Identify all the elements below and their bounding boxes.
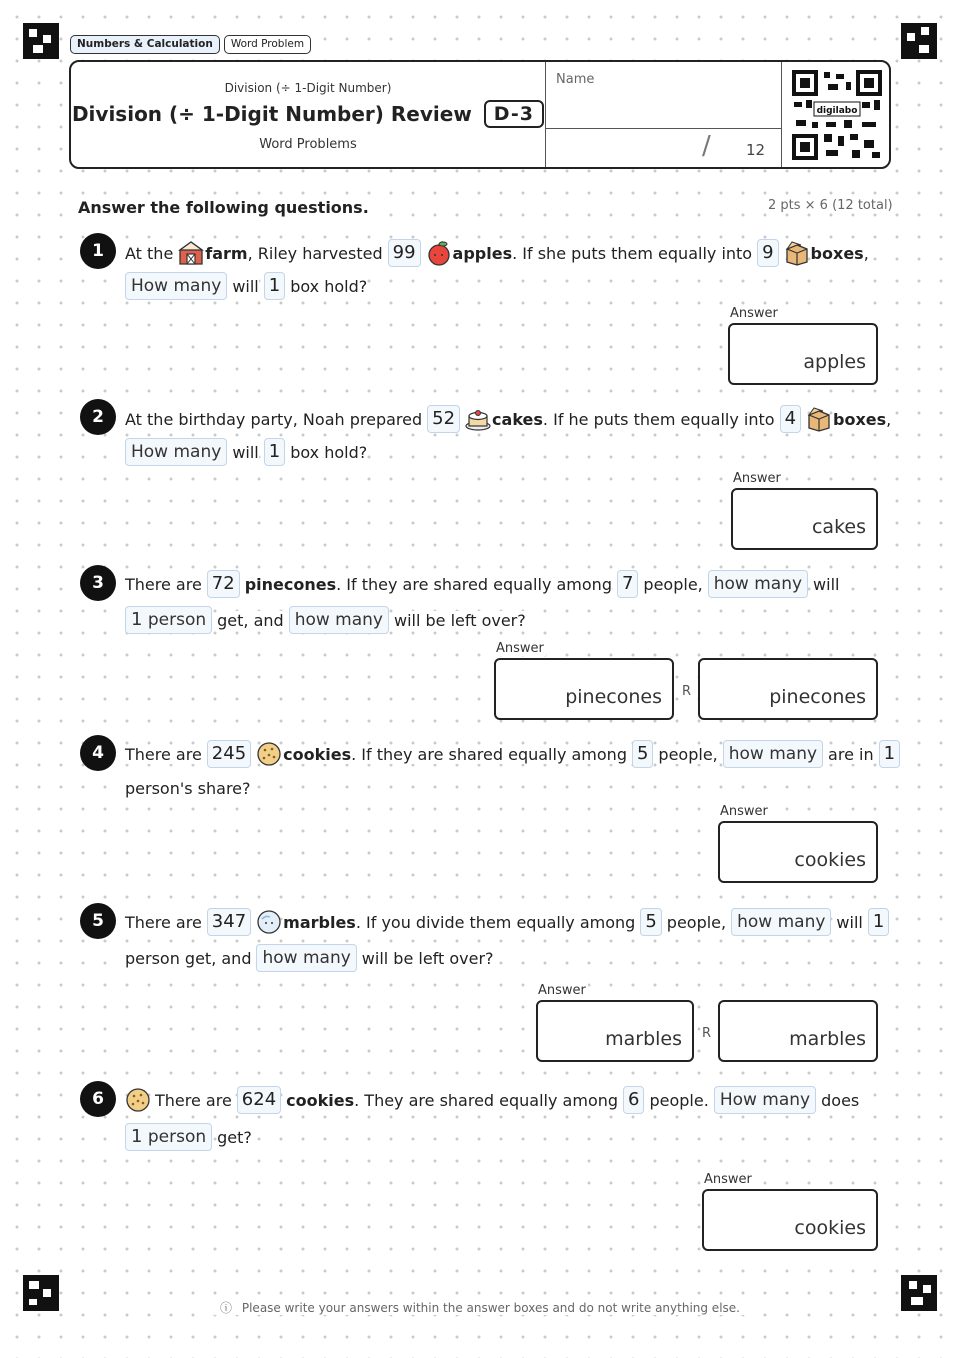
question-text: There are	[125, 912, 202, 932]
apple-icon	[426, 240, 452, 266]
tag-numbers-calculation: Numbers & Calculation	[70, 35, 220, 54]
place-farm: farm	[205, 243, 248, 263]
question-6-line-2	[125, 1121, 257, 1153]
question-text: box hold?	[290, 442, 368, 462]
question-text: people.	[649, 1090, 709, 1110]
question-text: , Riley harvested	[247, 243, 383, 263]
how-many-box: how many	[708, 570, 808, 598]
question-number: 5	[80, 903, 116, 939]
one-person-box	[125, 1123, 212, 1151]
tag-word-problem: Word Problem	[224, 35, 311, 54]
question-text: There are	[125, 744, 202, 764]
question-6-line-1	[125, 1084, 864, 1116]
question-number: 1	[80, 233, 116, 269]
question-text: will be left over?	[393, 610, 526, 630]
qr-label: digilabo	[816, 106, 858, 116]
question-text: ,	[886, 409, 892, 429]
title-block	[71, 62, 545, 167]
answer-unit: pinecones	[769, 686, 866, 708]
page-title: Division (÷ 1-Digit Number) Review	[71, 102, 472, 126]
marble-icon	[256, 909, 282, 935]
cookie-icon	[256, 741, 282, 767]
qr-code	[781, 62, 890, 167]
answer-box-5-quotient[interactable]	[536, 1000, 694, 1062]
how-many-box: how many	[731, 908, 831, 936]
question-text: . If she puts them equally into	[512, 243, 753, 263]
answer-label: Answer	[730, 306, 778, 321]
number-box: 6	[623, 1086, 644, 1114]
question-text: ,	[863, 243, 869, 263]
answer-unit: cookies	[794, 1217, 866, 1239]
name-field[interactable]	[545, 62, 782, 129]
number-box: 5	[632, 740, 653, 768]
answer-label: Answer	[720, 804, 768, 819]
worksheet-code: D-3	[484, 100, 544, 128]
question-2-line-2	[125, 436, 372, 468]
question-number: 2	[80, 399, 116, 435]
question-text: people,	[666, 912, 727, 932]
question-number: 6	[80, 1081, 116, 1117]
question-text: . If he puts them equally into	[542, 409, 775, 429]
answer-label: Answer	[733, 471, 781, 486]
number-box: 72	[207, 570, 240, 598]
answer-unit: pinecones	[565, 686, 662, 708]
worksheet-header	[69, 60, 891, 169]
score-slash: /	[702, 131, 711, 161]
answer-unit: marbles	[605, 1028, 682, 1050]
question-text: . If they are shared equally among	[336, 574, 612, 594]
question-text: At the	[125, 243, 174, 263]
instruction: Answer the following questions.	[78, 198, 369, 217]
number-box: 1	[868, 908, 889, 936]
how-many-box: how many	[723, 740, 823, 768]
item-marbles: marbles	[283, 912, 356, 932]
question-1-line-1	[125, 237, 874, 269]
number: 1	[131, 1126, 143, 1147]
how-many-box: how many	[256, 944, 356, 972]
number-box: 1	[264, 272, 285, 300]
answer-label: Answer	[496, 641, 544, 656]
question-5-line-2	[125, 942, 499, 974]
question-text: . They are shared equally among	[354, 1090, 619, 1110]
answer-box-4[interactable]	[718, 821, 878, 883]
answer-box-3-quotient[interactable]	[494, 658, 674, 720]
cake-icon	[465, 406, 491, 432]
answer-label: Answer	[704, 1172, 752, 1187]
question-text: will	[813, 574, 840, 594]
barn-icon	[178, 240, 204, 266]
answer-label: Answer	[538, 983, 586, 998]
answer-box-3-remainder[interactable]	[698, 658, 878, 720]
how-many-box: How many	[125, 272, 227, 300]
registration-marker-top-right	[901, 23, 937, 59]
item-cookies: cookies	[286, 1090, 355, 1110]
item-pinecones: pinecones	[244, 574, 337, 594]
question-text: person's share?	[125, 778, 251, 798]
question-text: box hold?	[290, 276, 368, 296]
question-1-line-2	[125, 270, 372, 302]
question-3-line-1	[125, 568, 844, 600]
question-text: At the birthday party, Noah prepared	[125, 409, 423, 429]
registration-marker-top-left	[23, 23, 59, 59]
answer-unit: cookies	[794, 849, 866, 871]
question-text: will be left over?	[361, 948, 494, 968]
number-box: 52	[427, 405, 460, 433]
question-text: . If you divide them equally among	[355, 912, 636, 932]
number-box: 5	[640, 908, 661, 936]
number: 1	[131, 609, 143, 630]
cookie-icon	[125, 1087, 151, 1113]
remainder-label: R	[682, 684, 692, 699]
person-word: person	[147, 1127, 207, 1147]
item-cakes: cakes	[492, 409, 543, 429]
info-icon: ⓘ	[217, 1301, 235, 1315]
number-box: 245	[207, 740, 251, 768]
points-info: 2 pts × 6 (12 total)	[768, 198, 893, 213]
question-text: get, and	[217, 610, 284, 630]
question-text: person get, and	[125, 948, 252, 968]
how-many-box: how many	[289, 606, 389, 634]
number-box: 7	[617, 570, 638, 598]
title-row	[71, 100, 545, 128]
answer-box-1[interactable]	[728, 323, 878, 385]
answer-unit: cakes	[811, 516, 866, 538]
question-number: 4	[80, 735, 116, 771]
header-subtitle: Division (÷ 1-Digit Number)	[224, 81, 392, 95]
qr-code-icon	[792, 70, 882, 160]
how-many-box: How many	[125, 438, 227, 466]
number-box: 9	[757, 239, 778, 267]
header-subtitle-2: Word Problems	[259, 137, 357, 152]
question-text: does	[821, 1090, 860, 1110]
answer-unit: apples	[803, 351, 866, 373]
question-text: will	[836, 912, 863, 932]
box-icon	[784, 240, 810, 266]
question-3-line-2	[125, 604, 531, 636]
question-number: 3	[80, 565, 116, 601]
question-text: will	[232, 442, 259, 462]
answer-unit: marbles	[789, 1028, 866, 1050]
answer-box-6[interactable]	[702, 1189, 878, 1251]
how-many-box: How many	[714, 1086, 816, 1114]
question-5-line-1	[125, 906, 894, 938]
number-box: 1	[264, 438, 285, 466]
score-total: 12	[746, 141, 766, 159]
question-2-line-1	[125, 403, 896, 435]
footer-text: Please write your answers within the answer boxes and do not write anything else.	[239, 1301, 743, 1315]
question-4-line-1	[125, 738, 905, 770]
one-person-box	[125, 606, 212, 634]
number-box: 99	[388, 239, 421, 267]
item-apples: apples	[452, 243, 513, 263]
question-text: will	[232, 276, 259, 296]
score-field[interactable]	[545, 129, 782, 167]
question-text: There are	[125, 574, 202, 594]
question-text: get?	[217, 1127, 252, 1147]
number-box: 1	[879, 740, 900, 768]
item-boxes: boxes	[810, 243, 864, 263]
question-text: people,	[643, 574, 703, 594]
name-label: Name	[556, 72, 595, 87]
question-text: There are	[155, 1090, 232, 1110]
category-tags	[70, 35, 311, 54]
footer-note	[0, 1299, 960, 1316]
item-cookies: cookies	[283, 744, 352, 764]
remainder-label: R	[702, 1026, 712, 1041]
item-boxes: boxes	[833, 409, 887, 429]
question-text: people,	[658, 744, 718, 764]
question-text: are in	[828, 744, 874, 764]
number-box: 347	[207, 908, 251, 936]
answer-box-5-remainder[interactable]	[718, 1000, 878, 1062]
question-4-line-2	[125, 772, 256, 804]
number-box: 624	[237, 1086, 281, 1114]
answer-box-2[interactable]	[731, 488, 878, 550]
person-word: person	[147, 610, 207, 630]
question-text: . If they are shared equally among	[351, 744, 627, 764]
number-box: 4	[780, 405, 801, 433]
box-icon	[806, 406, 832, 432]
